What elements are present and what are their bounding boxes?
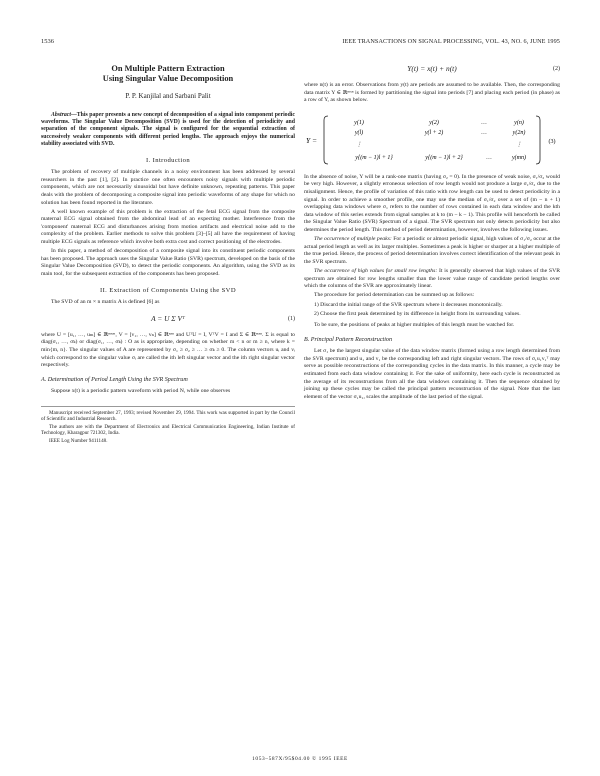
equation-1-body: A = U Σ Vᵀ	[151, 313, 185, 323]
list-item: 1) Discard the initial range of the SVR spectrum where it decreases monotonically.	[314, 301, 503, 308]
matrix-cell: ⋮	[516, 141, 522, 148]
svd-where-paragraph: where U = [u₁, …, uₘ] ∈ ℝᵐˣᵐ, V = [v₁, …, vₙ] ∈ ℝⁿˣⁿ and UᵀU = I, VᵀV = I and Σ ∈ ℝᵐˣⁿ. Σ is equal to diag(σ₁, …, σₖ) or diag(σ₁, …, σₖ) : O as is appropriate, depending on whether m < n or m ≥ n, where k = min{m, n}. The singular values of A are represented by σ₁ ≥ σ₂ ≥ … ≥ σₖ ≥ 0. The column vectors uᵢ and vᵢ which correspond to the singular value σᵢ are called the ith left singular vector and the ith right singular vector respectively.	[41, 331, 295, 369]
matrix-right-bracket	[536, 116, 540, 164]
issue-2-label: The occurrence of high values for small row lengths:	[314, 267, 438, 274]
svr-paragraph: In the absence of noise, Y will be a rank-one matrix (having σ₂ = 0). In the presence of weak noise, σ₁/σ₂ would be very high. However, a slightly erroneous selection of row length would not produce a large σ₁/σ₂ due to the misalignment. Hence, the profile of variation of this ratio with row length can be used to detect periodicity in a signal. In order to achieve a smoother profile, one may use the median of σ₁/σ₂ over a set of (m − n + 1) overlapping data windows where σ₁ refers to the number of rows contained in each data window and the kth data window of this series extends from signal samples at k to (m − k − 1). This profile will henceforth be called the Singular Value Ratio (SVR) Spectrum of a signal. The SVR spectrum not only detects periodicity but also determines the period length. This method of period determination, however, involves the following issues.	[304, 173, 560, 233]
matrix-cell: y(mn)	[512, 154, 526, 161]
matrix-equation-3	[304, 112, 560, 168]
matrix-cell: y(l + 2)	[424, 129, 444, 136]
title-line-2: Using Singular Value Decomposition	[102, 74, 234, 83]
matrix-graphic	[304, 112, 560, 168]
list-item: 2) Choose the first peak determined by its difference in height from its surrounding values.	[314, 311, 521, 318]
matrix-cell: y{(m − 1)l + 1}	[355, 154, 393, 161]
issue-1-text: For a periodic or almost periodic signal, high values of σ₁/σ₂ occur at the actual period length as well as its larger multiples. Sometimes a peak is higher or sharper at a higher multiple of the true period. Hence, the process of period determination involves correct identification of the relevant peak in the SVR spectrum.	[304, 236, 560, 265]
subsection-b-heading: B. Principal Pattern Reconstruction	[304, 336, 393, 343]
equation-2	[304, 64, 560, 74]
data-matrix-paragraph: where n(t) is an error. Observations from y(t) are periods are assumed to be available. Then, the corresponding data matrix Y ∈ ℝᵐˣⁿ is formed by partitioning the signal into periods [7] and placing each period (in phase) as a row of Y, as shown below.	[304, 82, 560, 104]
paper-title	[41, 64, 295, 84]
matrix-cell: y(1)	[354, 119, 364, 126]
issue-2-text: It is generally observed that high values of the SVR spectrum are obtained for row lengths smaller than the lower value range of candidate period lengths over which the columns of the SVR are approximately linear.	[304, 267, 560, 290]
abstract-text: This paper presents a new concept of decomposition of a signal into component periodic waveforms. The Singular Value Decomposition (SVD) is used for the detection of periodicity and separation of the component signals. The signal is configured for the sequential extraction of successively weaker components with different period lengths. The approach enjoys the numerical stability associated with SVD.	[41, 111, 295, 148]
equation-1-number: (1)	[288, 315, 295, 322]
procedure-intro: The procedure for period determination can be summed up as follows:	[314, 292, 475, 299]
intro-paragraph-3: In this paper, a method of decomposition of a composite signal into its constituent periodic components has been proposed. The approach uses the Singular Value Ratio (SVR) spectrum, developed on the basis of the Singular Value Decomposition (SVD), to detect the periodic components. An algorithm, using the SVD as its main tool, for the subsequent extraction of the components has been proposed.	[41, 248, 295, 277]
footnote-block	[41, 406, 295, 445]
subsection-a-heading: A. Determination of Period Length Using the SVR Spectrum	[41, 376, 188, 383]
abstract	[41, 112, 295, 149]
intro-paragraph-1: The problem of recovery of multiple channels in a noisy environment has been addressed by several researchers in the past [1], [2]. In practice one often encounters noisy signals with multiple periodic components, which are not necessarily sinusoidal but have definite unknown, repeating patterns. This paper deals with the problem of decomposing a composite signal into periodic waveforms of any shape for which no solution has been found reported in the literature.	[41, 169, 295, 206]
matrix-cell: y(2n)	[512, 129, 526, 136]
section-1-heading: I. Introduction	[145, 156, 191, 164]
issue-2-paragraph	[304, 268, 560, 291]
right-column	[304, 60, 560, 403]
footnote-authors: The authors are with the Department of Electronics and Electrical Communication Engineering, Indian Institute of Technology, Kharagpur 721302, India.	[41, 423, 295, 437]
reconstruction-paragraph: Let σ₁ be the largest singular value of the data window matrix (formed using a row length determined from the SVR spectrum) and u₁ and v₁ be the corresponding left and right singular vectors. The rows of σ₁u₁v₁ᵀ may serve as possible reconstructions of the corresponding cycles in the data matrix. In this manner, a cycle may be estimated from each data window containing it. For the sake of uniformity, here each cycle is reconstructed as the average of its reconstructions from all the data windows containing it. Then the sequence obtained by joining up these cycles may be called the principal pattern reconstruction of the signal. Note that the last element of the vector σ₁u₁, scales the amplitude of the last period of the signal.	[304, 348, 560, 400]
journal-header: IEEE TRANSACTIONS ON SIGNAL PROCESSING, VOL. 43, NO. 6, JUNE 1995	[342, 38, 560, 45]
section-2-heading: II. Extraction of Components Using the SVD	[99, 286, 237, 294]
title-line-1: On Multiple Pattern Extraction	[111, 64, 225, 73]
matrix-cell: …	[486, 154, 492, 161]
matrix-left-bracket	[324, 116, 328, 164]
page-number: 1536	[41, 38, 54, 45]
procedure-steps	[304, 302, 560, 319]
copyright-footer: 1053–587X/95$04.00 © 1995 IEEE	[252, 756, 348, 762]
abstract-label: Abstract—	[51, 111, 77, 118]
matrix-cell: y(2)	[429, 119, 439, 126]
equation-1	[41, 314, 295, 324]
issue-1-label: The occurrence of multiple peaks:	[314, 236, 392, 243]
svd-intro: The SVD of an m × n matrix A is defined [6] as	[51, 299, 160, 306]
suppose-paragraph: Suppose x(t) is a periodic pattern waveform with period N, while one observes	[51, 388, 231, 395]
equation-2-body: Y(t) = x(t) + n(t)	[407, 64, 457, 73]
footnote-log: IEEE Log Number 9411148.	[49, 437, 108, 444]
matrix-cell: y(l)	[354, 129, 364, 136]
step-note: To be sure, the positions of peaks at higher multiples of this length must be watched for.	[314, 321, 515, 328]
matrix-cell: …	[481, 129, 487, 136]
issue-1-paragraph	[304, 236, 560, 266]
matrix-label: Y =	[306, 135, 318, 145]
footnote-manuscript: Manuscript received September 27, 1993; revised November 29, 1994. This work was supported in part by the Council of Scientific and Industrial Research.	[41, 409, 295, 423]
matrix-cell: y(n)	[514, 119, 524, 126]
equation-2-number: (2)	[553, 66, 560, 72]
matrix-cell: ⋮	[356, 141, 362, 148]
equation-3-number: (3)	[548, 138, 556, 145]
left-column	[41, 60, 295, 445]
authors: P. P. Kanjilal and Sarbani Palit	[125, 92, 211, 100]
matrix-cell: …	[481, 119, 487, 126]
matrix-cell: y{(m − 1)l + 2}	[425, 154, 463, 161]
intro-paragraph-2: A well known example of this problem is the extraction of the fetal ECG signal from the composite maternal ECG signal obtained from the abdominal lead of an expecting mother. Interference from the 'component' maternal ECG and disturbances arising from motion artifacts and electrical noise add to the complexity of the problem. Earlier methods to solve this problem [3]–[5] all have the requirement of having multiple ECG signals as reference which involve both extra cost and correct positioning of the electrodes.	[41, 208, 295, 246]
